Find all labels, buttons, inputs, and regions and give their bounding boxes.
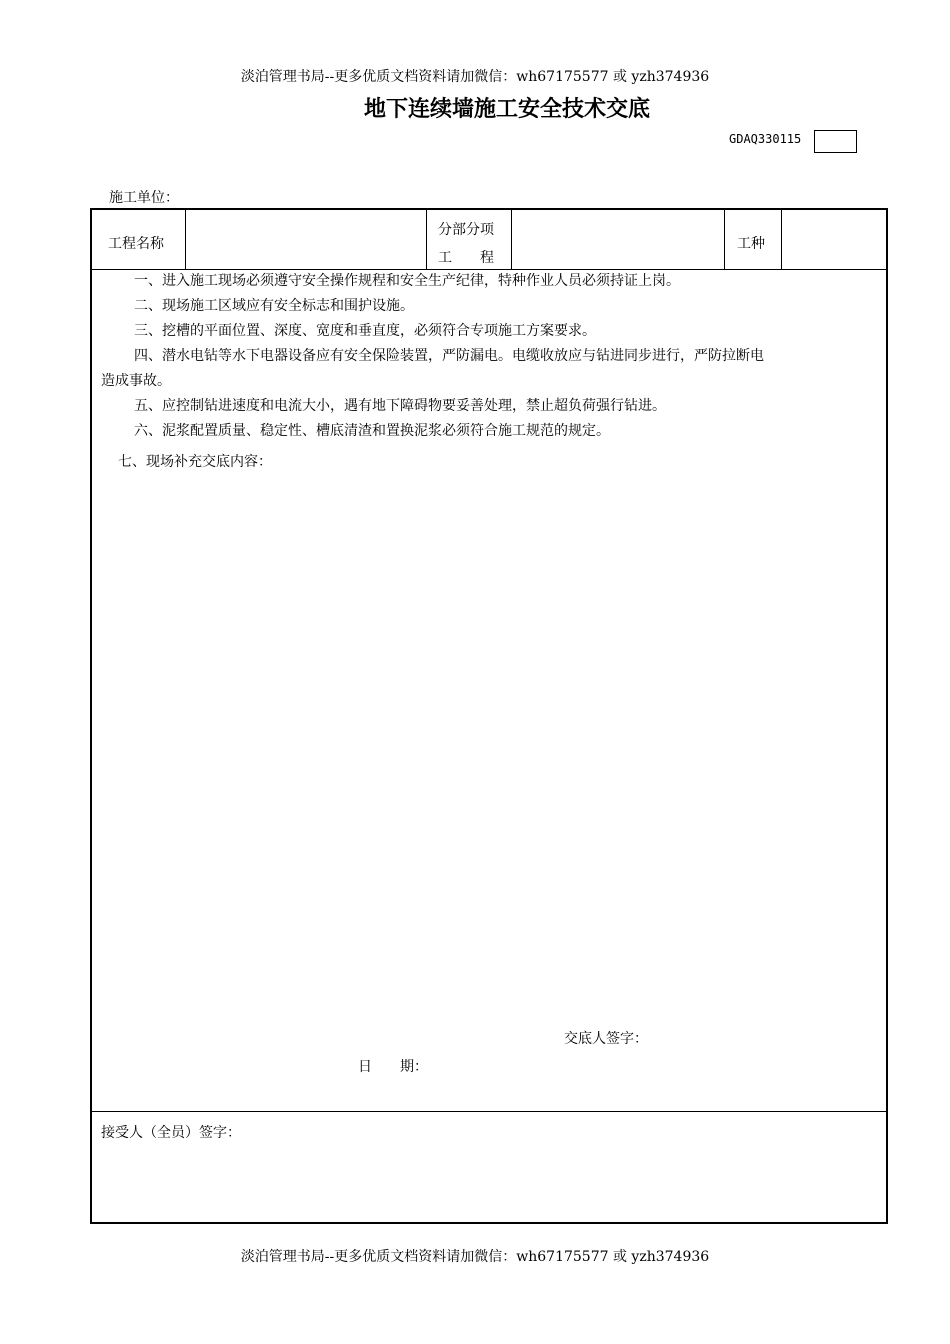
divider [781, 210, 782, 269]
project-name-field[interactable] [188, 213, 424, 267]
construction-unit-label: 施工单位： [109, 190, 179, 206]
discloser-sign-label: 交底人签字： [564, 1031, 648, 1047]
sub-project-field[interactable] [514, 213, 722, 267]
item-3: 三、挖槽的平面位置、深度、宽度和垂直度，必须符合专项施工方案要求。 [134, 323, 596, 339]
footer-note: 淡泊管理书局--更多优质文档资料请加微信：wh67175577 或 yzh374936 [240, 1249, 710, 1265]
trade-label: 工种 [737, 236, 765, 252]
header-note: 淡泊管理书局--更多优质文档资料请加微信：wh67175577 或 yzh374936 [240, 69, 710, 85]
form-code-box[interactable] [814, 130, 857, 153]
item-4: 四、潜水电钻等水下电器设备应有安全保险装置，严防漏电。电缆收放应与钻进同步进行，严防拉断电 [134, 348, 764, 364]
form-code: GDAQ330115 [729, 132, 802, 146]
disclosure-form [90, 208, 888, 1224]
item-4-continued: 造成事故。 [101, 373, 171, 389]
divider [185, 210, 186, 269]
item-1: 一、进入施工现场必须遵守安全操作规程和安全生产纪律，特种作业人员必须持证上岗。 [134, 273, 680, 289]
divider [92, 1111, 886, 1112]
page-title: 地下连续墙施工安全技术交底 [363, 97, 650, 122]
divider [426, 210, 427, 269]
item-2: 二、现场施工区域应有安全标志和围护设施。 [134, 298, 414, 314]
receiver-sign-field[interactable] [101, 1145, 871, 1215]
supplement-label: 七、现场补充交底内容： [118, 454, 272, 470]
project-name-label: 工程名称 [108, 236, 164, 252]
item-5: 五、应控制钻进速度和电流大小，遇有地下障碍物要妥善处理，禁止超负荷强行钻进。 [134, 398, 666, 414]
sub-project-label-line2: 工 程 [438, 250, 494, 266]
trade-field[interactable] [784, 213, 882, 267]
sub-project-label-line1: 分部分项 [438, 222, 494, 238]
date-label: 日 期： [358, 1059, 428, 1075]
receiver-sign-label: 接受人（全员）签字： [101, 1125, 241, 1141]
item-6: 六、泥浆配置质量、稳定性、槽底清渣和置换泥浆必须符合施工规范的规定。 [134, 423, 610, 439]
divider [724, 210, 725, 269]
divider [511, 210, 512, 269]
